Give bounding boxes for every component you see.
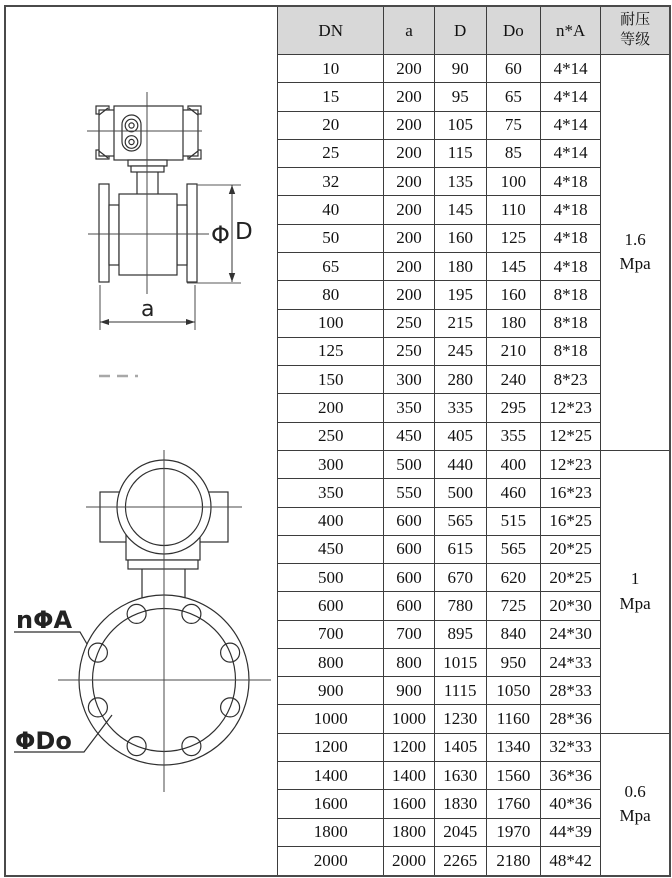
cell-na: 20*25 — [540, 535, 600, 563]
header-row — [278, 7, 670, 55]
header-dn: DN — [278, 7, 384, 55]
cell-d: 1830 — [434, 790, 486, 818]
flowmeter-front-view-diagram — [14, 450, 271, 792]
cell-a: 600 — [384, 507, 434, 535]
cell-d: 615 — [434, 535, 486, 563]
cell-do: 460 — [486, 479, 540, 507]
cell-a: 600 — [384, 592, 434, 620]
cell-dn: 300 — [278, 450, 384, 478]
cell-d: 195 — [434, 281, 486, 309]
cell-do: 1050 — [486, 677, 540, 705]
cell-d: 335 — [434, 394, 486, 422]
dimension-table — [277, 7, 669, 875]
cell-a: 300 — [384, 366, 434, 394]
cell-dn: 80 — [278, 281, 384, 309]
cell-do: 180 — [486, 309, 540, 337]
pressure-unit: Mpa — [619, 593, 651, 613]
cell-d: 1015 — [434, 648, 486, 676]
cell-a: 1000 — [384, 705, 434, 733]
cell-do: 210 — [486, 337, 540, 365]
pressure-value: 1 — [630, 569, 640, 589]
cell-a: 1600 — [384, 790, 434, 818]
dim-a-label: a — [141, 297, 155, 322]
cell-na: 4*14 — [540, 111, 600, 139]
cell-na: 4*18 — [540, 168, 600, 196]
cell-a: 450 — [384, 422, 434, 450]
pressure-unit: Mpa — [619, 806, 651, 826]
cell-na: 4*18 — [540, 196, 600, 224]
cell-do: 620 — [486, 564, 540, 592]
cell-d: 405 — [434, 422, 486, 450]
cell-d: 1630 — [434, 762, 486, 790]
cell-dn: 20 — [278, 111, 384, 139]
cell-d: 440 — [434, 450, 486, 478]
pressure-rating-cell — [601, 55, 669, 451]
cell-a: 1800 — [384, 818, 434, 846]
cell-d: 95 — [434, 83, 486, 111]
cell-a: 550 — [384, 479, 434, 507]
cell-na: 28*33 — [540, 677, 600, 705]
cell-na: 12*25 — [540, 422, 600, 450]
bolt-circle-label: ΦDo — [15, 727, 72, 755]
cell-na: 24*30 — [540, 620, 600, 648]
bolt-holes-label: nΦA — [16, 606, 73, 634]
cell-do: 1970 — [486, 818, 540, 846]
flowmeter-diagrams — [6, 7, 277, 875]
cell-na: 4*18 — [540, 224, 600, 252]
cell-a: 350 — [384, 394, 434, 422]
cell-d: 1230 — [434, 705, 486, 733]
header-pressure-rating — [601, 7, 669, 55]
table-row — [278, 733, 670, 761]
cell-dn: 50 — [278, 224, 384, 252]
cell-d: 2045 — [434, 818, 486, 846]
cell-do: 65 — [486, 83, 540, 111]
cell-d: 105 — [434, 111, 486, 139]
cell-dn: 10 — [278, 55, 384, 83]
pressure-unit: Mpa — [619, 254, 651, 274]
cell-dn: 700 — [278, 620, 384, 648]
cell-dn: 100 — [278, 309, 384, 337]
cell-dn: 350 — [278, 479, 384, 507]
cell-a: 250 — [384, 337, 434, 365]
cell-a: 200 — [384, 281, 434, 309]
cell-dn: 25 — [278, 139, 384, 167]
cell-na: 48*42 — [540, 846, 600, 875]
header-pressure-line1: 耐压 — [620, 12, 651, 28]
cell-a: 250 — [384, 309, 434, 337]
cell-do: 515 — [486, 507, 540, 535]
cell-dn: 1000 — [278, 705, 384, 733]
cell-do: 400 — [486, 450, 540, 478]
cell-na: 8*18 — [540, 281, 600, 309]
cell-na: 12*23 — [540, 394, 600, 422]
cell-a: 1200 — [384, 733, 434, 761]
cell-a: 600 — [384, 564, 434, 592]
cell-a: 1400 — [384, 762, 434, 790]
cell-na: 28*36 — [540, 705, 600, 733]
cell-dn: 250 — [278, 422, 384, 450]
cell-na: 24*33 — [540, 648, 600, 676]
cell-dn: 900 — [278, 677, 384, 705]
cell-d: 115 — [434, 139, 486, 167]
cell-do: 2180 — [486, 846, 540, 875]
cell-na: 16*23 — [540, 479, 600, 507]
cell-dn: 40 — [278, 196, 384, 224]
cell-do: 160 — [486, 281, 540, 309]
cell-a: 800 — [384, 648, 434, 676]
cell-dn: 1800 — [278, 818, 384, 846]
cell-d: 180 — [434, 252, 486, 280]
flowmeter-side-view-diagram — [87, 92, 253, 376]
cell-a: 200 — [384, 111, 434, 139]
cell-a: 600 — [384, 535, 434, 563]
cell-a: 500 — [384, 450, 434, 478]
diagram-panel — [6, 7, 277, 875]
cell-na: 8*23 — [540, 366, 600, 394]
cell-d: 1405 — [434, 733, 486, 761]
pressure-rating-cell — [601, 733, 669, 875]
cell-na: 20*30 — [540, 592, 600, 620]
cell-dn: 450 — [278, 535, 384, 563]
cell-do: 1760 — [486, 790, 540, 818]
cell-d: 280 — [434, 366, 486, 394]
cell-d: 670 — [434, 564, 486, 592]
cell-d: 215 — [434, 309, 486, 337]
cell-do: 60 — [486, 55, 540, 83]
table-header — [278, 7, 670, 55]
cell-do: 1560 — [486, 762, 540, 790]
cell-d: 245 — [434, 337, 486, 365]
cell-d: 2265 — [434, 846, 486, 875]
cell-a: 200 — [384, 196, 434, 224]
cell-do: 725 — [486, 592, 540, 620]
cell-a: 200 — [384, 55, 434, 83]
cell-dn: 600 — [278, 592, 384, 620]
cell-dn: 150 — [278, 366, 384, 394]
cell-do: 125 — [486, 224, 540, 252]
cell-a: 2000 — [384, 846, 434, 875]
cell-na: 40*36 — [540, 790, 600, 818]
header-d: D — [434, 7, 486, 55]
dim-phi-label: Φ — [211, 221, 230, 249]
cell-a: 200 — [384, 224, 434, 252]
cell-d: 780 — [434, 592, 486, 620]
cell-do: 100 — [486, 168, 540, 196]
cell-na: 16*25 — [540, 507, 600, 535]
cell-do: 75 — [486, 111, 540, 139]
cell-na: 4*14 — [540, 55, 600, 83]
cell-d: 895 — [434, 620, 486, 648]
cell-dn: 65 — [278, 252, 384, 280]
cell-a: 900 — [384, 677, 434, 705]
header-do: Do — [486, 7, 540, 55]
cell-dn: 1600 — [278, 790, 384, 818]
cell-dn: 15 — [278, 83, 384, 111]
table-row — [278, 450, 670, 478]
cell-dn: 1400 — [278, 762, 384, 790]
cell-d: 1115 — [434, 677, 486, 705]
cell-na: 8*18 — [540, 309, 600, 337]
table-row — [278, 55, 670, 83]
cell-dn: 32 — [278, 168, 384, 196]
cell-do: 110 — [486, 196, 540, 224]
pressure-value: 0.6 — [624, 781, 646, 801]
cell-na: 4*14 — [540, 83, 600, 111]
spec-sheet-page — [4, 5, 671, 877]
cell-a: 200 — [384, 139, 434, 167]
header-a: a — [384, 7, 434, 55]
cell-a: 200 — [384, 168, 434, 196]
cell-na: 8*18 — [540, 337, 600, 365]
cell-do: 145 — [486, 252, 540, 280]
cell-d: 565 — [434, 507, 486, 535]
cell-d: 90 — [434, 55, 486, 83]
cell-do: 1340 — [486, 733, 540, 761]
cell-do: 240 — [486, 366, 540, 394]
cell-a: 700 — [384, 620, 434, 648]
dim-d-label: D — [235, 219, 253, 245]
cell-na: 4*14 — [540, 139, 600, 167]
cell-na: 36*36 — [540, 762, 600, 790]
header-na: n*A — [540, 7, 600, 55]
cell-a: 200 — [384, 252, 434, 280]
cell-do: 565 — [486, 535, 540, 563]
cell-dn: 125 — [278, 337, 384, 365]
cell-d: 500 — [434, 479, 486, 507]
cell-d: 135 — [434, 168, 486, 196]
cell-na: 20*25 — [540, 564, 600, 592]
cell-do: 950 — [486, 648, 540, 676]
cell-na: 4*18 — [540, 252, 600, 280]
cell-na: 12*23 — [540, 450, 600, 478]
cell-d: 160 — [434, 224, 486, 252]
cell-do: 1160 — [486, 705, 540, 733]
cell-dn: 2000 — [278, 846, 384, 875]
pressure-value: 1.6 — [624, 229, 646, 249]
cell-na: 44*39 — [540, 818, 600, 846]
cell-dn: 400 — [278, 507, 384, 535]
cell-do: 355 — [486, 422, 540, 450]
table-body — [278, 55, 670, 876]
cell-dn: 200 — [278, 394, 384, 422]
cell-dn: 1200 — [278, 733, 384, 761]
cell-do: 295 — [486, 394, 540, 422]
header-pressure-line2: 等级 — [620, 31, 651, 48]
cell-dn: 500 — [278, 564, 384, 592]
cell-na: 32*33 — [540, 733, 600, 761]
pressure-rating-cell — [601, 450, 669, 733]
cell-d: 145 — [434, 196, 486, 224]
cell-do: 85 — [486, 139, 540, 167]
cell-dn: 800 — [278, 648, 384, 676]
cell-a: 200 — [384, 83, 434, 111]
cell-do: 840 — [486, 620, 540, 648]
